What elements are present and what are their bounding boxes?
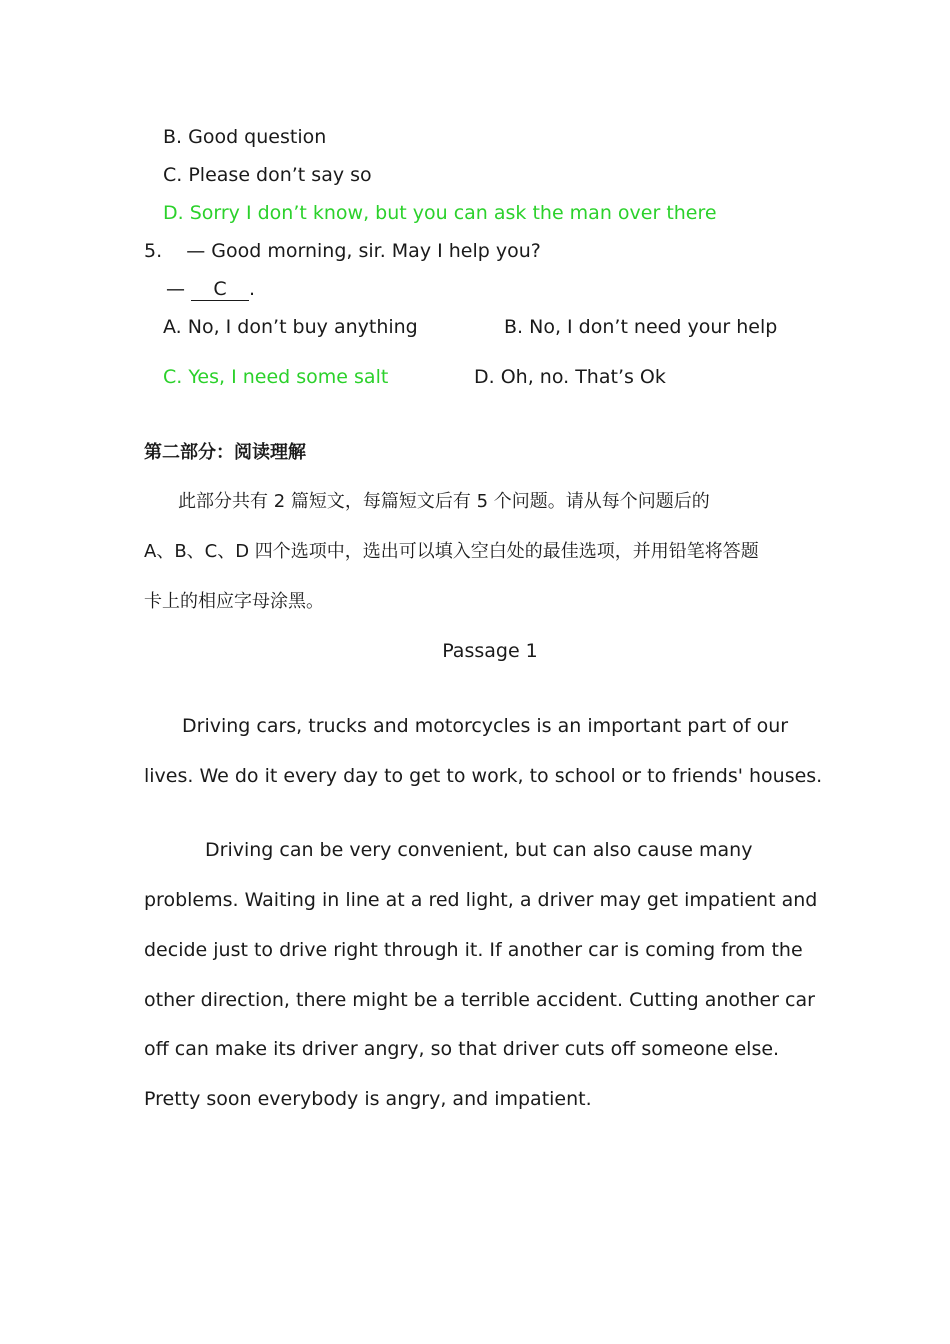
q5-option-d: D. Oh, no. That’s Ok: [474, 366, 666, 388]
q5-option-c-correct: C. Yes, I need some salt: [163, 366, 389, 388]
q5-answer-line: [166, 276, 255, 302]
q5-prompt: — Good morning, sir. May I help you?: [186, 240, 541, 262]
paragraph-1-line-1: Driving cars, trucks and motorcycles is an important part of our: [182, 715, 789, 737]
q4-option-b: B. Good question: [163, 126, 327, 148]
passage-title: Passage 1: [442, 640, 538, 662]
q5-answer-tail: .: [249, 278, 256, 300]
paragraph-2-line-3: decide just to drive right through it. If another car is coming from the: [144, 939, 803, 961]
instructions-line-2: A、B、C、D 四个选项中，选出可以填入空白处的最佳选项，并用铅笔将答题: [144, 541, 759, 562]
q5-number: 5.: [144, 240, 163, 262]
paragraph-2-line-4: other direction, there might be a terrible accident. Cutting another car: [144, 989, 815, 1011]
q5-answer-dash: —: [166, 278, 185, 300]
instructions-line-3: 卡上的相应字母涂黑。: [144, 591, 324, 612]
paragraph-2-line-5: off can make its driver angry, so that driver cuts off someone else.: [144, 1038, 780, 1060]
paragraph-2-line-1: Driving can be very convenient, but can also cause many: [205, 839, 753, 861]
q5-answer-blank: C: [191, 278, 249, 301]
q5-option-b: B. No, I don’t need your help: [504, 316, 778, 338]
q4-option-c: C. Please don’t say so: [163, 164, 372, 186]
q4-option-d-correct: D. Sorry I don’t know, but you can ask the man over there: [163, 202, 717, 224]
paragraph-2-line-6: Pretty soon everybody is angry, and impatient.: [144, 1088, 592, 1110]
q5-stem: [144, 238, 541, 264]
paragraph-1-line-2: lives. We do it every day to get to work, to school or to friends' houses.: [144, 765, 823, 787]
section-heading: 第二部分：阅读理解: [144, 442, 306, 463]
instructions-line-1: 此部分共有 2 篇短文，每篇短文后有 5 个问题。请从每个问题后的: [178, 491, 710, 512]
q5-option-a: A. No, I don’t buy anything: [163, 316, 418, 338]
paragraph-2-line-2: problems. Waiting in line at a red light, a driver may get impatient and: [144, 889, 818, 911]
